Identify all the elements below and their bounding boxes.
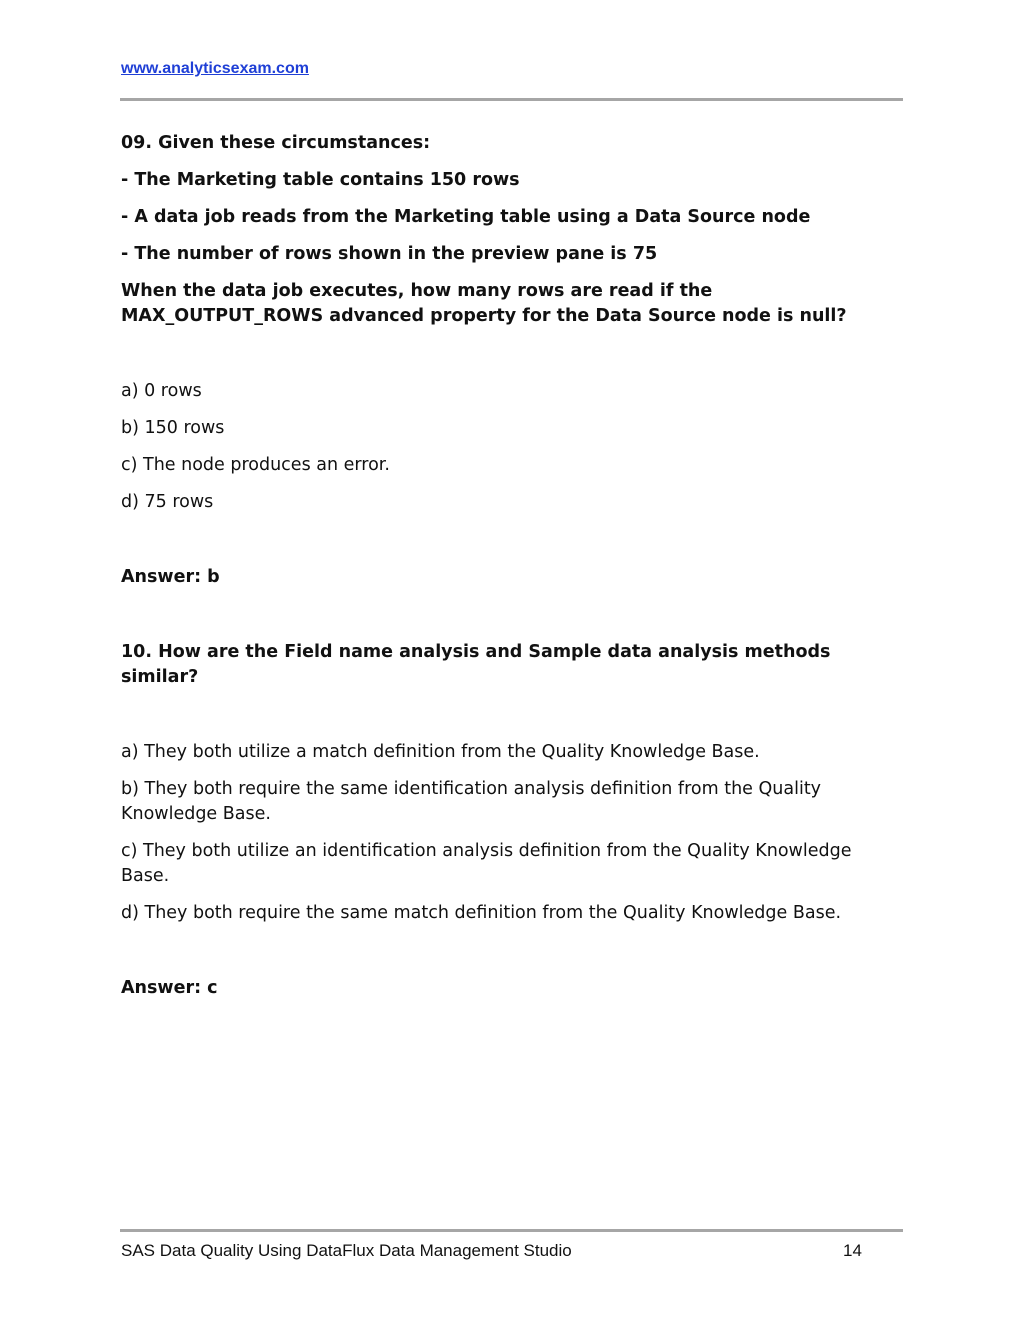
q09-answer: Answer: b	[121, 567, 220, 587]
footer-title: SAS Data Quality Using DataFlux Data Management Studio	[121, 1241, 572, 1260]
q10-title: 10. How are the Field name analysis and Sample data analysis methods similar?	[121, 642, 831, 687]
q09-option-b: b) 150 rows	[121, 418, 225, 438]
q09-condition: - The number of rows shown in the preview pane is 75	[121, 244, 658, 264]
q10-option-c: c) They both utilize an identification analysis definition from the Quality Knowledge Base.	[121, 841, 852, 886]
q09-option-d: d) 75 rows	[121, 492, 214, 512]
q09-option-a: a) 0 rows	[121, 381, 202, 401]
header-divider	[120, 98, 903, 101]
q10-option-b: b) They both require the same identification analysis definition from the Quality Knowledge Base.	[121, 779, 822, 824]
footer-divider	[120, 1229, 903, 1232]
q10-answer: Answer: c	[121, 978, 218, 998]
site-link[interactable]: www.analyticsexam.com	[121, 60, 309, 77]
q09-option-c: c) The node produces an error.	[121, 455, 390, 475]
q09-question: When the data job executes, how many rows are read if the MAX_OUTPUT_ROWS advanced property for the Data Source node is null?	[121, 281, 847, 326]
q09-title: 09. Given these circumstances:	[121, 133, 431, 153]
q09-condition: - A data job reads from the Marketing table using a Data Source node	[121, 207, 811, 227]
q10-option-a: a) They both utilize a match definition from the Quality Knowledge Base.	[121, 742, 760, 762]
page-content	[121, 131, 903, 1001]
page-number: 14	[843, 1241, 862, 1260]
q09-condition: - The Marketing table contains 150 rows	[121, 170, 520, 190]
q10-option-d: d) They both require the same match definition from the Quality Knowledge Base.	[121, 903, 842, 923]
